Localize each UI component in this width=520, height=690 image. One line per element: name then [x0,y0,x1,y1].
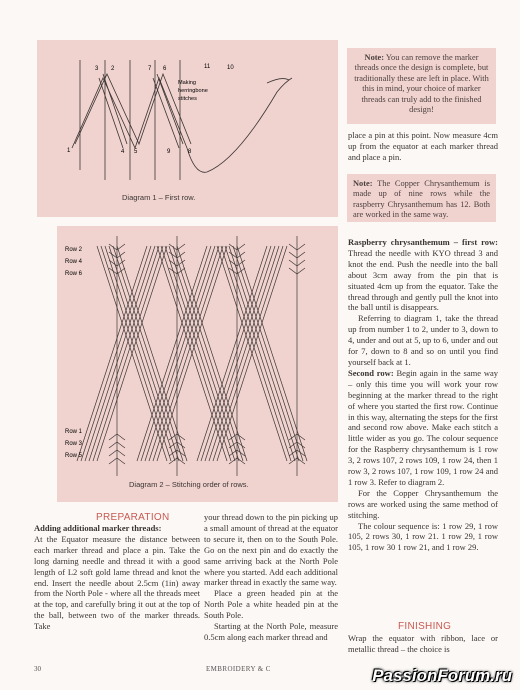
diagram-1-caption: Diagram 1 – First row. [122,193,196,202]
row-label: Row 6 [65,271,83,277]
note-text [353,53,490,115]
diagram-1-drawing [37,40,338,217]
diagram-2-caption: Diagram 2 – Stitching order of rows. [129,480,249,489]
note-lead: Note: [364,53,385,62]
preparation-column-1 [34,523,200,632]
note-box-rows [347,174,496,222]
note-box-marker-threads [347,48,496,124]
diagram-2 [57,226,338,502]
magazine-name: EMBROIDERY & C [206,665,271,673]
diagram-1-number: 4 [121,149,125,155]
watermark: PassionForum.ru [372,666,512,685]
diagram-1-number: 2 [111,66,115,72]
second-row-heading: Second row: [348,367,394,378]
row-label: Row 4 [65,259,83,265]
note-lead: Note: [353,179,373,188]
diagram-1-number: 10 [227,65,234,71]
body-text: Thread the needle with KYO thread 3 and knot the end. Push the needle into the ball about 3cm away from the pin that is situated 4cm up from the equator. Take the thread through and gently pull the knot into the ball until is disappears. [348,247,498,313]
row-label: Row 5 [65,453,83,459]
raspberry-heading: Raspberry chrysanthemum – first row: [348,237,498,247]
preparation-column-2 [204,512,338,643]
diagram-1-number: 8 [188,149,192,155]
note-text [353,179,490,221]
preparation-subheading: Adding additional marker threads: [34,523,162,533]
body-text: The colour sequence is: 1 row 29, 1 row 105, 2 rows 30, 1 row 21. 1 row 29, 1 row 105, 1 row 30 1 row 21, and 1 row 29. [348,520,498,553]
preparation-text: Place a green headed pin at the North Pole a white headed pin at the South Pole. [204,588,338,621]
page-number: 30 [34,665,41,673]
diagram-1-number: 11 [204,64,211,70]
body-text: Wrap the equator with ribbon, lace or metallic thread – the choice is [348,633,498,654]
diagram-1-number: 1 [67,148,71,154]
finishing-text [348,633,498,655]
diagram-1-number: 7 [148,66,152,72]
body-text: place a pin at this point. Now measure 4cm up from the equator at each marker thread and place a pin. [348,130,498,162]
body-text: For the Copper Chrysanthemum the rows are worked using the same method of stitching. [348,487,498,520]
note-body: You can remove the marker threads once the design is complete, but traditionally these are left in place. With this in mind, your choice of marker threads can truly add to the finished design! [354,53,489,115]
diagram-1-label: Making [178,80,197,86]
preparation-text: At the Equator measure the distance between each marker thread and place a pin. Take the long darning needle and thread it with a good length of L2 soft gold lame thread and knot the end. Insert the needle about 2.5cm (1in) away from the North Pole - where all the threads meet at the top, and carefully bring it out at the top of the ball, between two of the marker threads. Take [34,533,200,632]
row-label: Row 2 [65,247,83,253]
diagram-2-drawing [57,226,338,502]
finishing-heading: FINISHING [398,621,452,632]
body-text: Begin again in the same way – only this time you will work your row beginning at the marker thread to the right of where you started the first row. Continue in this way, alternating the steps for the first and second row above. Make each stitch a little wider as you go. The colour sequence for the Raspberry chrysanthemum is 1 row 3, 2 rows 107, 2 rows 109, 1 row 24, then 1 row 3, 2 rows 107, 1 row 109, 1 row 24 and 1 row 3. Refer to diagram 2. [348,367,498,487]
diagram-1-number: 5 [134,149,138,155]
preparation-text: Starting at the North Pole, measure 0.5cm along each marker thread and [204,621,338,642]
right-column-top [348,130,498,163]
note-body: The Copper Chrysanthemum is made up of nine rows while the raspberry Chrysanthemum has 12. Both are worked in the same way. [353,179,491,220]
right-column [348,237,498,553]
diagram-1-number: 6 [163,66,167,72]
diagram-1-label: stitches [178,96,197,102]
body-text: Referring to diagram 1, take the thread up from number 1 to 2, under to 3, down to 4, under and out at 5, up to 6, under and out for 7, down to 8 and so on until you find yourself back at 1. [348,313,498,367]
diagram-1-number: 9 [167,149,171,155]
diagram-1-label: herringbone [178,88,208,94]
row-label: Row 1 [65,429,83,435]
row-label: Row 3 [65,441,83,447]
diagram-1-number: 3 [95,66,99,72]
diagram-1 [37,40,338,217]
preparation-heading: PREPARATION [96,512,170,523]
preparation-text: your thread down to the pin picking up a small amount of thread at the equator to secure it, then on to the South Pole. Go on the next pin and do exactly the same arriving back at the North Pole where you started. Add each additional marker thread in exactly the same way. [204,512,338,588]
